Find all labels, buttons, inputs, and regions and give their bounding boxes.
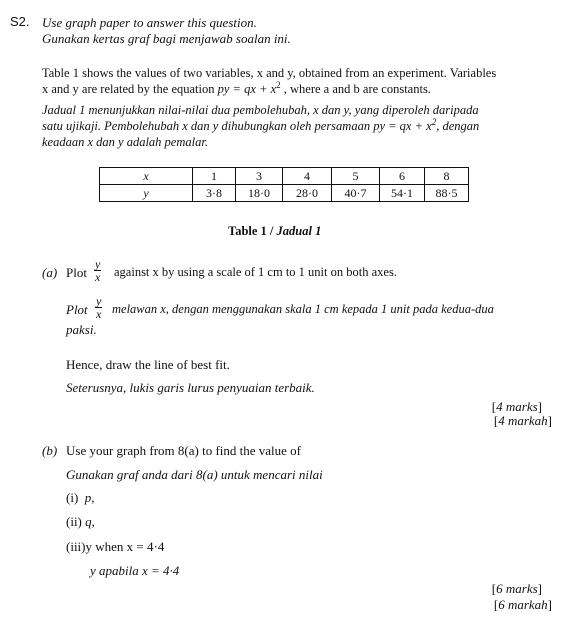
table-cell: 1 [193, 168, 236, 185]
table-cell: 3 [236, 168, 283, 185]
intro-ms-line1: Jadual 1 menunjukkan nilai-nilai dua pembolehubah, x dan y, yang diperoleh daripada [42, 103, 479, 117]
intro-ms-line2: satu ujikaji. Pembolehubah x dan y dihubungkan oleh persamaan py = qx + $x^2$, dengan [42, 116, 480, 133]
table-cell: 28·0 [283, 185, 332, 202]
table-cell: 8 [425, 168, 469, 185]
table-label-y: y [100, 185, 193, 202]
fraction-y-over-x: $\frac{y}{x}$ [95, 257, 101, 284]
table-cell: 4 [283, 168, 332, 185]
part-a-marks-ms: [4 markah] [493, 413, 552, 428]
part-a-plot-ms: Plot [66, 302, 88, 317]
table-cell: 54·1 [380, 185, 425, 202]
part-a-plot-ms-rest: melawan x, dengan menggunakan skala 1 cm kepada 1 unit pada kedua-dua [112, 302, 494, 316]
part-b-marks-en: [6 marks] [491, 581, 542, 596]
table-cell: 6 [380, 168, 425, 185]
table-cell: 40·7 [332, 185, 380, 202]
part-b-item-ii: (ii) q, [66, 514, 95, 529]
part-a-hence-ms: Seterusnya, lukis garis lurus penyuaian terbaik. [66, 380, 315, 395]
part-b-text-en: Use your graph from 8(a) to find the value of [66, 443, 302, 458]
part-b-text-ms: Gunakan graf anda dari 8(a) untuk mencari nilai [66, 467, 323, 482]
table-cell: 5 [332, 168, 380, 185]
intro-ms-line3: keadaan x dan y adalah pemalar. [42, 135, 208, 149]
part-b-item-iii-ms: y apabila x = 4·4 [90, 563, 180, 578]
table-cell: 88·5 [425, 185, 469, 202]
part-a-marks-en: [4 marks] [491, 399, 542, 414]
table-caption: Table 1 / Jadual 1 [228, 224, 322, 238]
part-a-plot-en-rest: against x by using a scale of 1 cm to 1 unit on both axes. [114, 265, 397, 279]
intro-en-line1: Table 1 shows the values of two variables, x and y, obtained from an experiment. Variables [42, 66, 497, 80]
intro-en-line2: x and y are related by the equation py = qx + $x^2$ , where a and b are constants. [42, 79, 431, 96]
part-a-plot-ms-line2: paksi. [66, 322, 97, 337]
table-cell: 18·0 [236, 185, 283, 202]
part-b-label: (b) [42, 443, 58, 458]
table-cell: 3·8 [193, 185, 236, 202]
fraction-y-over-x-ms: $\frac{y}{x}$ [96, 294, 102, 321]
part-a-hence-en: Hence, draw the line of best fit. [66, 357, 230, 372]
question-number: S2. [10, 14, 30, 29]
part-a-label: (a) [42, 265, 58, 280]
part-b-item-i: (i) p, [66, 490, 95, 505]
data-table [99, 167, 469, 202]
part-a-plot-en: Plot [66, 265, 87, 280]
instruction-ms: Gunakan kertas graf bagi menjawab soalan ini. [42, 31, 291, 46]
part-b-marks-ms: [6 markah] [493, 597, 552, 612]
table-row-x [100, 168, 469, 185]
part-b-item-iii: (iii)y when x = 4·4 [66, 539, 165, 554]
table-row-y [100, 185, 469, 202]
instruction-en: Use graph paper to answer this question. [42, 15, 257, 30]
table-label-x: x [100, 168, 193, 185]
